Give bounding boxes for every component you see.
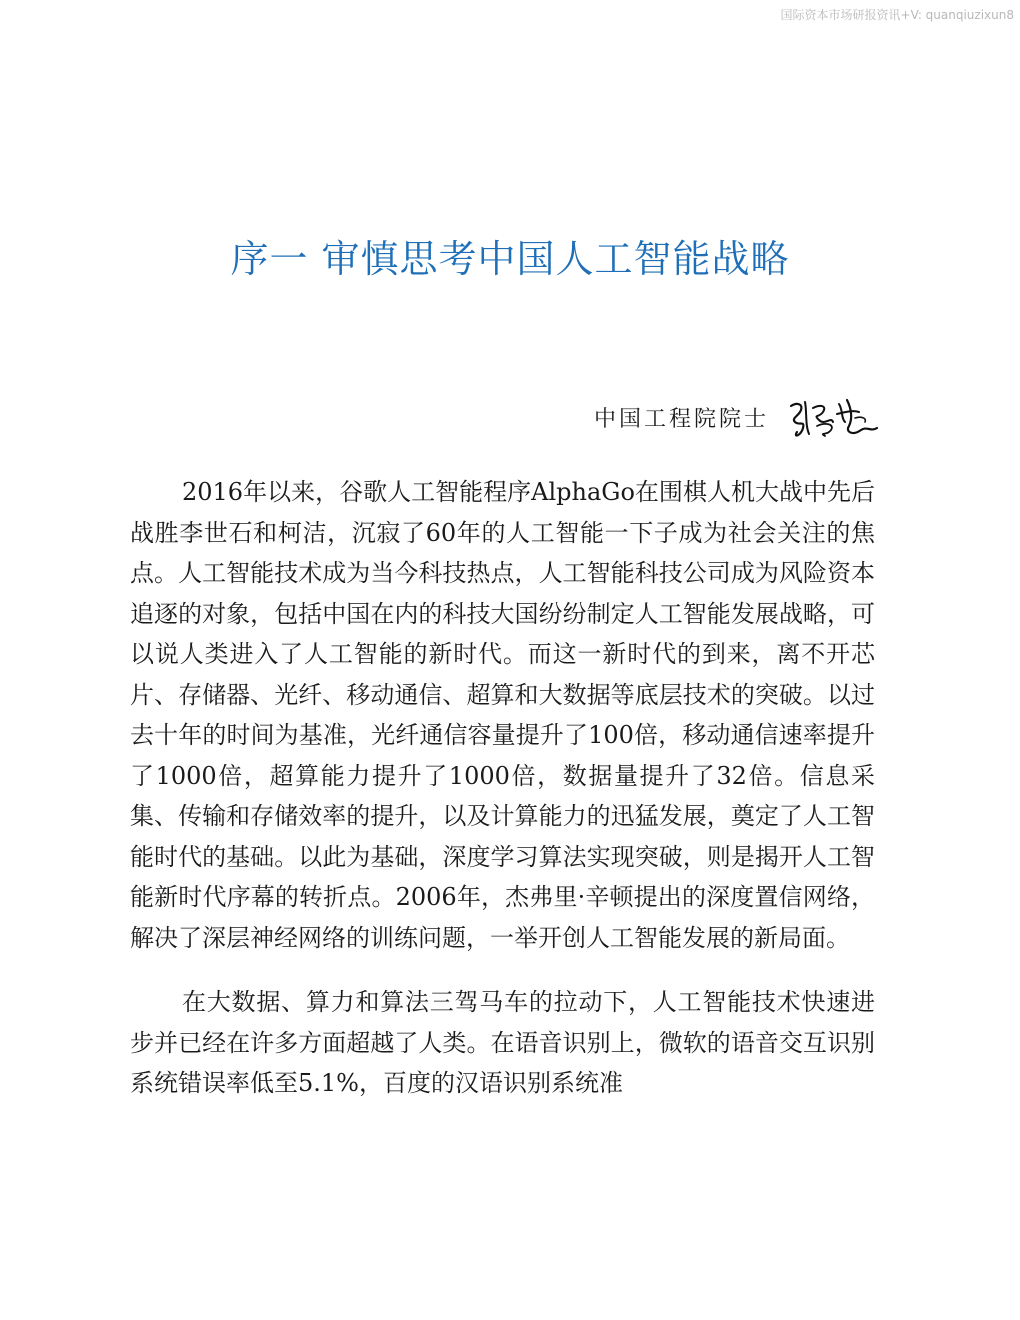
- paragraph-1: 2016年以来，谷歌人工智能程序AlphaGo在围棋人机大战中先后战胜李世石和柯洁，沉寂了60年的人工智能一下子成为社会关注的焦点。人工智能技术成为当今科技热点，人工智能科技公司成为风险资本追逐的对象，包括中国在内的科技大国纷纷制定人工智能发展战略，可以说人类进入了人工智能的新时代。而这一新时代的到来，离不开芯片、存储器、光纤、移动通信、超算和大数据等底层技术的突破。以过去十年的时间为基准，光纤通信容量提升了100倍，移动通信速率提升了1000倍，超算能力提升了1000倍，数据量提升了32倍。信息采集、传输和存储效率的提升，以及计算能力的迅猛发展，奠定了人工智能时代的基础。以此为基础，深度学习算法实现突破，则是揭开人工智能新时代序幕的转折点。2006年，杰弗里·辛顿提出的深度置信网络，解决了深层神经网络的训练问题，一举开创人工智能发展的新局面。: [130, 478, 875, 952]
- author-line: [594, 392, 883, 442]
- page-title: 序一 审慎思考中国人工智能战略: [230, 237, 790, 281]
- watermark: 国际资本市场研报资讯+V: quanqiuzixun8: [780, 8, 1014, 22]
- author-affiliation: 中国工程院院士: [594, 406, 770, 432]
- paragraph-2: 在大数据、算力和算法三驾马车的拉动下，人工智能技术快速进步并已经在许多方面超越了人类。在语音识别上，微软的语音交互识别系统错误率低至5.1%，百度的汉语识别系统准: [130, 988, 875, 1097]
- signature-icon: [783, 392, 883, 442]
- body-text: [130, 472, 875, 1104]
